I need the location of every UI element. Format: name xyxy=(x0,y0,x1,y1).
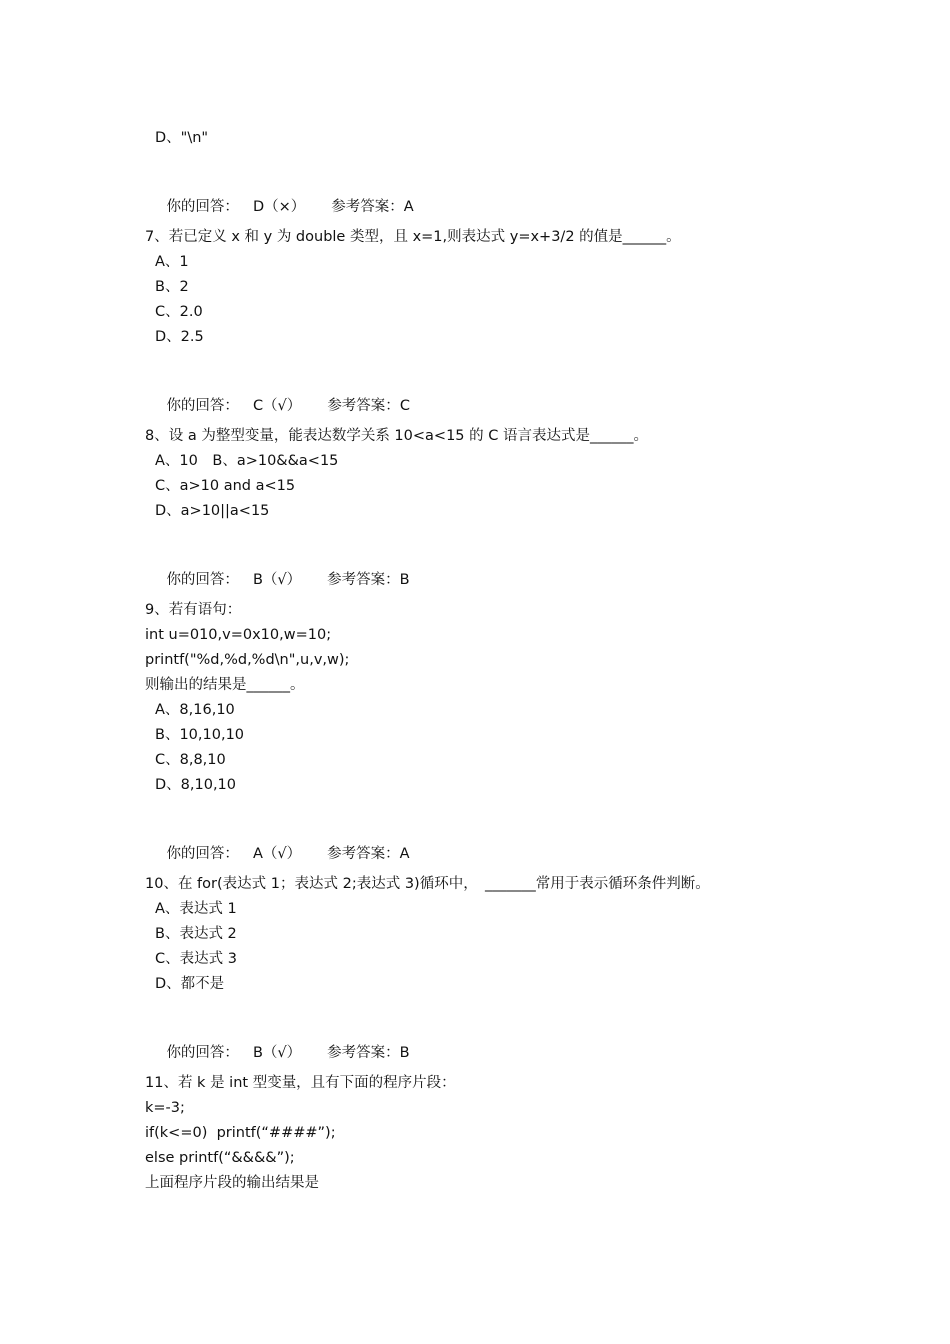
your-answer: B（√） xyxy=(252,1045,302,1061)
your-answer-label: 你的回答： xyxy=(166,199,239,215)
reference-answer: B xyxy=(399,572,410,588)
q11-question-line-5: 上面程序片段的输出结果是 xyxy=(145,1175,319,1191)
reference-label: 参考答案： xyxy=(327,398,400,414)
q8-option-c: C、a>10 and a<15 xyxy=(155,478,296,494)
reference-label: 参考答案： xyxy=(327,572,400,588)
q9-question-line-3: printf("%d,%d,%d\n",u,v,w); xyxy=(145,652,350,668)
q7-question: 7、若已定义 x 和 y 为 double 类型，且 x=1,则表达式 y=x+3/2 的值是______。 xyxy=(145,229,681,245)
your-answer: A（√） xyxy=(252,846,302,862)
q9-question-line-4: 则输出的结果是______。 xyxy=(145,677,305,693)
q10-answer-line xyxy=(148,1023,410,1061)
q9-option-b: B、10,10,10 xyxy=(155,727,245,743)
q7-answer-line xyxy=(148,376,410,414)
q10-option-b: B、表达式 2 xyxy=(155,926,237,942)
q11-question-line-3: if(k<=0) printf(“####”); xyxy=(145,1125,336,1141)
q10-option-a: A、表达式 1 xyxy=(155,901,237,917)
q8-answer-line xyxy=(148,550,410,588)
q7-option-d: D、2.5 xyxy=(155,329,204,345)
q9-option-a: A、8,16,10 xyxy=(155,702,235,718)
q9-question-line-2: int u=010,v=0x10,w=10; xyxy=(145,627,332,643)
q7-option-c: C、2.0 xyxy=(155,304,203,320)
q11-question-line-1: 11、若 k 是 int 型变量，且有下面的程序片段： xyxy=(145,1075,456,1091)
reference-label: 参考答案： xyxy=(327,1045,400,1061)
q7-option-a: A、1 xyxy=(155,254,189,270)
q6-option-d: D、"\n" xyxy=(155,130,209,146)
q7-option-b: B、2 xyxy=(155,279,189,295)
q10-option-c: C、表达式 3 xyxy=(155,951,237,967)
q9-option-d: D、8,10,10 xyxy=(155,777,237,793)
your-answer-label: 你的回答： xyxy=(166,398,239,414)
reference-answer: A xyxy=(399,846,410,862)
q9-question-line-1: 9、若有语句： xyxy=(145,602,242,618)
q8-option-ab: A、10 B、a>10&&a<15 xyxy=(155,453,339,469)
q6-answer-line xyxy=(148,177,414,215)
q8-option-d: D、a>10||a<15 xyxy=(155,503,270,519)
q9-answer-line xyxy=(148,824,410,862)
q11-question-line-2: k=-3; xyxy=(145,1100,185,1116)
q11-question-line-4: else printf(“&&&&”); xyxy=(145,1150,295,1166)
your-answer: D（×） xyxy=(252,199,306,215)
reference-answer: A xyxy=(403,199,414,215)
your-answer-label: 你的回答： xyxy=(166,1045,239,1061)
your-answer-label: 你的回答： xyxy=(166,846,239,862)
q10-option-d: D、都不是 xyxy=(155,976,225,992)
reference-answer: B xyxy=(399,1045,410,1061)
reference-label: 参考答案： xyxy=(331,199,404,215)
reference-label: 参考答案： xyxy=(327,846,400,862)
your-answer: C（√） xyxy=(252,398,302,414)
q9-option-c: C、8,8,10 xyxy=(155,752,226,768)
your-answer: B（√） xyxy=(252,572,302,588)
q10-question: 10、在 for(表达式 1；表达式 2;表达式 3)循环中， _______常用于表示循环条件判断。 xyxy=(145,876,710,892)
reference-answer: C xyxy=(399,398,410,414)
q8-question: 8、设 a 为整型变量，能表达数学关系 10<a<15 的 C 语言表达式是______。 xyxy=(145,428,648,444)
your-answer-label: 你的回答： xyxy=(166,572,239,588)
